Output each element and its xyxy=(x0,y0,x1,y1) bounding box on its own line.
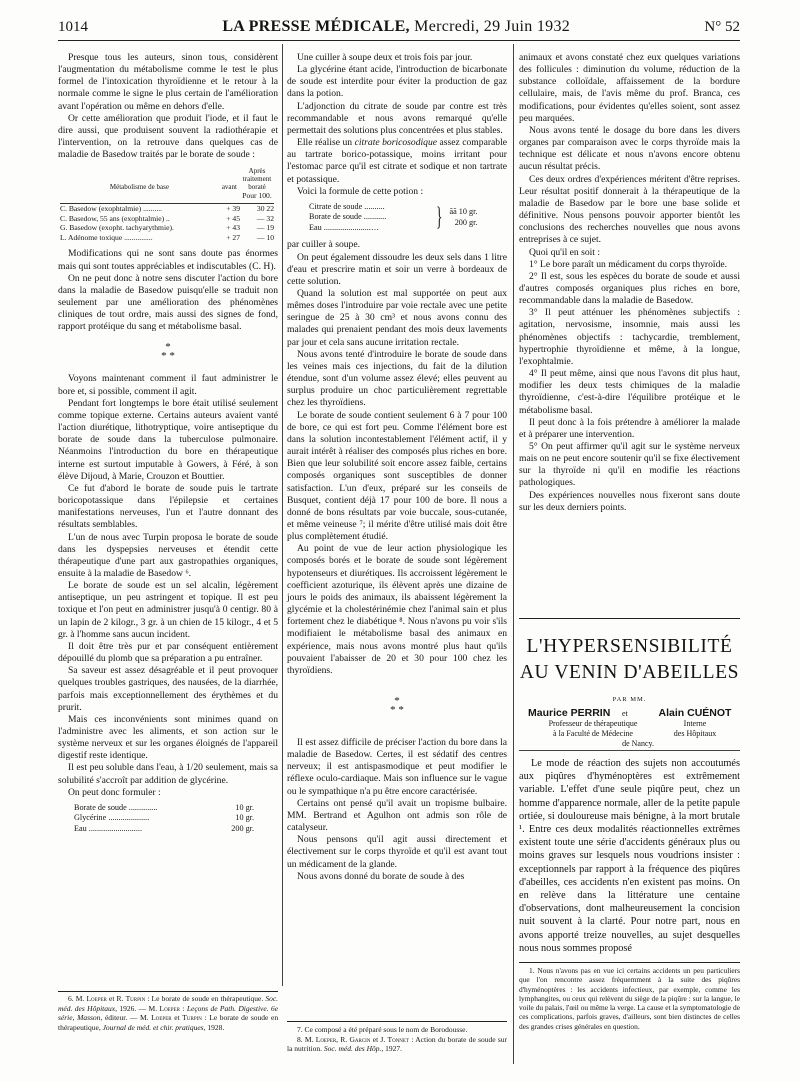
table-header-apres: Après traitement boraté xyxy=(242,167,272,192)
paragraph: Ces deux ordres d'expériences méritent d'être reprises. Leur résultat positif donnerait à la thérapeutique de la maladie de Basedow par le bore une base solide et définitive. Nous pensons pouvoir apporter bientôt les conclusions des recherches nouvelles que nous avons entreprises à ce sujet. xyxy=(519,173,740,246)
paragraph: 1° Le bore paraît un médicament du corps thyroïde. xyxy=(529,258,728,270)
paragraph: Presque tous les auteurs, sinon tous, considèrent l'augmentation du métabolisme comme le test le plus formel de l'intoxication thyroïdienne et le retour à la normale comme le signe le plus certain de l'amélioration avant l'opération ou même en dehors d'elle. xyxy=(58,52,278,112)
brace-glyph: } xyxy=(436,201,443,231)
byline-rule xyxy=(519,750,740,751)
table-cell-apres: 30 22 xyxy=(256,204,274,213)
paragraph: Quoi qu'il en soit : xyxy=(529,246,601,258)
paragraph: 5° On peut affirmer qu'il agit sur le système nerveux mais on ne peut encore soutenir qu'il se fixe électivement sur la thyroïde ni qu'il en modifie les réactions pathologiques. xyxy=(519,441,740,489)
paragraph: Nous avons tenté le dosage du bore dans les divers organes par comparaison avec le corps thyroïde mais la technique est délicate et nous n'avons encore obtenu aucun résultat précis. xyxy=(519,124,740,173)
paragraph: Le borate de soude contient seulement 6 à 7 pour 100 de bore, ce qui est fort peu. Comme l'élément bore est dans la solution incontestablement l'élément actif, il y aurait intérêt à réaliser des composés plus riches en bore. Bien que leur solubilité soit encore assez faible, certains composés organiques sont susceptibles de donner satisfaction. L'un d'eux, préparé sur les conseils de Busquet, contient déjà 17 pour 100 de bore. Il nous a donné de bons résultats par voie buccale, sous-cutanée, et même veineuse ⁷; il mérite d'être utilisé mais doit être plus complètement étudié. xyxy=(287,409,507,543)
table-cell-apres: — 10 xyxy=(256,232,274,242)
paragraph: L'adjonction du citrate de soude par contre est très recommandable et nous avons remarqué qu'elle permettait des solutions plus concentrées et plus stables. xyxy=(287,100,507,136)
formula-item: Borate de soude .............. xyxy=(74,802,158,812)
column-rule-right xyxy=(513,44,514,1064)
table-row xyxy=(60,223,274,233)
formula-qty: 10 gr. xyxy=(235,813,254,823)
table-row xyxy=(60,233,274,243)
paragraph: Ce fut d'abord le borate de soude puis le tartrate boricopotassique dans l'épilepsie et certaines manifestations nerveuses, l'un et l'autre donnant des résultats semblables. xyxy=(58,482,278,531)
paragraph: Certains ont pensé qu'il avait un tropisme bulbaire. MM. Bertrand et Agulhon ont admis son rôle de catalyseur. xyxy=(287,797,507,834)
article-body xyxy=(519,757,740,955)
paragraph: Le mode de réaction des sujets non accoutumés aux piqûres d'hyménoptères est extrêmement variable. L'effet d'une seule piqûre peut, chez un homme d'apparence normale, aller de la petite papule ortiée, si douloureuse mais bénigne, à la mort brutale ¹. Entre ces deux modalités réactionnelles extrêmes existent toute une série d'accidents généraux plus ou moins graves sur lesquels nous voudrions insister : exceptionnels par rapport à la fréquence des piqûres d'abeilles, ces accidents n'en existent pas moins. On en relève dans la littérature une centaine d'observations, dont malheureusement la concision nuit souvent à la clarté. Pour notre part, nous en avons apporté treize nouvelles, au sujet desquelles nous nous sommes proposé xyxy=(519,758,740,954)
byline-and: et xyxy=(622,709,628,718)
paragraph: Voyons maintenant comment il faut administrer le bore et, si possible, comment il agit. xyxy=(58,373,278,397)
author-1 xyxy=(528,707,658,750)
table-cell-label: C. Basedow (exophtalmie) .......... xyxy=(60,204,163,213)
paragraph: par cuiller à soupe. xyxy=(287,239,360,251)
paragraph: Il peut donc à la fois prétendre à améliorer la malade et à préparer une intervention. xyxy=(519,416,740,440)
paragraph: Pendant fort longtemps le bore était utilisé seulement comme topique externe. Certains auteurs avaient vanté l'action diurétique, lithotryptique, voire antiseptique du borate de soude dans la tuberculose pulmonaire. Néanmoins l'introduction du bore en thérapeutique interne est surtout imputable à Gowers, à Féré, à son élève Dijoud, à Marie, Crouzon et Bouttier. xyxy=(58,397,278,482)
paragraph: Des expériences nouvelles nous fixeront sans doute sur les deux derniers points. xyxy=(519,489,740,513)
article-title xyxy=(519,634,740,686)
table-cell-avant: + 45 xyxy=(226,213,240,223)
article-footnote-1 xyxy=(519,966,740,1031)
author-affiliation: de Nancy. xyxy=(622,739,654,749)
author-affiliation: Interne xyxy=(683,719,707,728)
column-2 xyxy=(287,52,507,883)
formula-1 xyxy=(74,803,278,835)
paragraph: Modifications qui ne sont sans doute pas énormes mais qui sont toutes appréciables et indiscutables (C. H). xyxy=(58,248,278,272)
issue-date: Mercredi, 29 Juin 1932 xyxy=(414,18,571,35)
paragraph: Nous avons donné du borate de soude à des xyxy=(297,870,465,882)
table-cell-label: G. Basedow (exopht. tachyarythmie). xyxy=(60,223,174,233)
page-header xyxy=(58,18,740,41)
paragraph: 4° Il peut même, ainsi que nous l'avons dit plus haut, modifier les deux tests chimiques de la maladie thyroïdienne, c'est-à-dire l'équilibre protéique et le métabolisme basal. xyxy=(519,368,740,416)
footnote-text: 1. Nous n'avons pas en vue ici certains accidents un peu particuliers que l'on rencontre assez fréquemment à la suite des piqûres d'hyménoptères : les accidents infectieux, par exemple, comme les lymphangites, ou ceux qui relèvent du siège de la piqûre : sur la langue, le voile du palais, l'œil ou même la verge. La cause et la symptomatologie de ces complications, parfois graves, d'ailleurs, sont bien distinctes de celles des grandes crises générales en question. xyxy=(519,966,740,1031)
paragraph: Il est peu soluble dans l'eau, à 1/20 seulement, mais sa solubilité s'accroît par addition de glycérine. xyxy=(58,762,278,786)
article-title-line: L'HYPERSENSIBILITÉ xyxy=(526,636,733,657)
journal-title: LA PRESSE MÉDICALE, xyxy=(222,18,410,35)
author-name: Alain CUÉNOT xyxy=(658,707,732,719)
table-cell-apres: — 19 xyxy=(256,223,274,233)
formula-qty: ãã 10 gr. xyxy=(449,207,478,217)
footnote-7: 7. Ce composé a été préparé sous le nom de Borodousse. xyxy=(297,1025,468,1034)
formula-item: Borate de soude ........... xyxy=(309,212,387,222)
paragraph: On peut également dissoudre les deux sels dans 1 litre d'eau et prescrire matin et soir un verre à bordeaux de cette solution. xyxy=(287,251,507,287)
paragraph: Il doit être très pur et par conséquent entièrement dépouillé du plomb que sa préparation a pu entraîner. xyxy=(58,640,278,665)
column-rule-left xyxy=(282,44,283,986)
section-separator: * * * xyxy=(390,695,404,716)
table-unit: Pour 100. xyxy=(240,191,274,203)
footnote-8: 8. M. Loeper, R. Garcin et J. Tonnet : Action du borate de soude sur la nutrition. Soc. méd. des Hôp., 1927. xyxy=(287,1034,508,1054)
paragraph: La glycérine étant acide, l'introduction de bicarbonate de soude est interdite pour éviter la production de gaz dans la potion. xyxy=(287,64,507,100)
section-separator: * * * xyxy=(161,341,175,363)
table-cell-apres: — 32 xyxy=(256,213,274,223)
author-affiliation: Professeur de thérapeutique xyxy=(548,719,638,728)
formula-item: Eau .......................... xyxy=(74,823,142,833)
table-header-avant: avant xyxy=(221,183,237,192)
footnote-rule xyxy=(58,991,278,992)
paragraph: On peut donc formuler : xyxy=(68,786,161,798)
formula-item: Citrate de soude .......... xyxy=(309,201,385,211)
page-number: 1014 xyxy=(58,19,88,35)
paragraph: animaux et avons constaté chez eux quelques variations des follicules : diminution du volume, réduction de la substance colloïdale, affaissement de la bordure cellulaire, mais, de l'avis même du prof. Branca, ces modifications, pour évidentes qu'elles soient, sont assez peu marquées. xyxy=(519,52,740,124)
formula-qty: 200 gr. xyxy=(231,823,254,833)
issue-number: N° 52 xyxy=(704,19,740,35)
formula-line xyxy=(74,824,254,835)
table-cell-avant: + 39 xyxy=(226,204,240,213)
formula-qty: 10 gr. xyxy=(235,802,254,812)
paragraph: On ne peut donc à notre sens discuter l'action du bore dans la maladie de Basedow puisqu'elle se traduit non seulement par une amélioration des phénomènes cliniques de tout ordre, mais aussi des signes de fond, rapport protéique du sang et métabolisme basal. xyxy=(58,272,278,333)
paragraph: Or cette amélioration que produit l'iode, et il faut le dire aussi, que produisent souvent la radiothérapie et l'intervention, on la retrouve dans quelques cas de maladie de Basedow traités par le borate de soude : xyxy=(58,112,278,161)
paragraph: Il est assez difficile de préciser l'action du bore dans la maladie de Basedow. Certes, il est sédatif des centres nerveux; il est antispasmodique et peut modifier le réflexe oculo-cardiaque. Mais son influence sur le vague ou le sympathique n'a pu être encore caractérisée. xyxy=(287,737,507,797)
formula-2 xyxy=(309,202,507,234)
article-top-rule xyxy=(519,618,740,619)
author-affiliation: à la Faculté de Médecine xyxy=(553,729,633,739)
paragraph: 3° Il peut atténuer les phénomènes subjectifs : agitation, nervosisme, insomnie, mais aussi les phénomènes objectifs : tachycardie, tremblement, hypertrophie thyroïdienne et même, à la longue, l'exophtalmie. xyxy=(519,307,740,367)
metabolism-table xyxy=(60,167,274,242)
footnote-rule xyxy=(287,1021,507,1022)
table-cell-avant: + 43 xyxy=(226,223,240,233)
paragraph: Quand la solution est mal supportée on peut aux mêmes doses l'introduire par voie rectale avec une petite seringue de 25 à 30 cm³ et nous avons connu des malades qui prenaient pendant des mois deux lavements par jour et cela sans aucune irritation rectale. xyxy=(287,288,507,348)
formula-item: Eau .......................… xyxy=(309,222,380,232)
article-title-line: AU VENIN D'ABEILLES xyxy=(519,662,740,683)
paragraph: L'un de nous avec Turpin proposa le borate de soude dans les dyspepsies nerveuses et étendit cette thérapeutique d'une part aux gastropathies organiques, ensuite à la maladie de Basedow ⁶. xyxy=(58,531,278,579)
paragraph: Mais ces inconvénients sont minimes quand on l'administre avec les aliments, et son action sur le système nerveux et sur les organes éloignés de l'appareil digestif reste identique. xyxy=(58,713,278,762)
footnote-rule xyxy=(519,962,740,963)
table-cell-avant: + 27 xyxy=(226,232,240,242)
paragraph: Voici la formule de cette potion : xyxy=(297,185,424,197)
table-cell-label: C. Basedow, 55 ans (exophtalmie) .. xyxy=(60,213,170,223)
author-name: Maurice PERRIN xyxy=(528,707,611,719)
table-cell-label: L. Adénome toxique ............... xyxy=(60,232,153,242)
table-row xyxy=(60,204,274,214)
paragraph: Sa saveur est assez désagréable et il peut provoquer quelques troubles gastriques, des nausées, de la diarrhée, parfois mais exceptionnellement des érythèmes et du prurit. xyxy=(58,665,278,713)
formula-item: Glycérine .................... xyxy=(74,813,150,823)
table-header-base: Métabolisme de base xyxy=(109,183,169,192)
column-1 xyxy=(58,52,278,838)
paragraph: Une cuiller à soupe deux et trois fois par jour. xyxy=(297,52,473,63)
paragraph: 2° Il est, sous les espèces du borate de soude et aussi d'autres composés organiques plus riches en bore, recommandable dans la maladie de Basedow. xyxy=(519,270,740,307)
author-affiliation: des Hôpitaux xyxy=(673,729,717,739)
paragraph: Le borate de soude est un sel alcalin, légèrement antiseptique, un peu astringent et topique. Il est peu toxique et l'on peut en administrer jusqu'à 0 centigr. 80 à un lapin de 2 kilogr., 3 gr. à un chien de 15 kilogr., 4 et 5 gr. à l'homme sans aucun incident. xyxy=(58,580,278,640)
paragraph: Nous avons tenté d'introduire le borate de soude dans les veines mais ces injections, du fait de la dilution étendue, sont d'un volume assez élevé; elles peuvent au surplus produire un choc particulièrement regrettable chez les thyroïdiens. xyxy=(287,348,507,409)
paragraph: Nous pensons qu'il agit aussi directement et électivement sur le corps thyroïde et qu'il est avant tout un médicament de la glande. xyxy=(287,834,507,870)
author-2 xyxy=(650,707,740,739)
table-row xyxy=(60,214,274,224)
journal-line xyxy=(222,18,570,36)
formula-line xyxy=(74,813,254,824)
footnotes-7-8 xyxy=(287,1025,507,1054)
footnote-6: 6. M. Loeper et R. Turpin : Le borate de soude en thérapeutique. Soc. méd. des Hôpitaux, 1926. — M. Loeper : Leçons de Path. Digestive. 6e série, Masson, éditeur. — M. Loeper et Turpin : Le borate de soude en thérapeutique, Journal de méd. et chir. pratiques, 1928. xyxy=(58,994,279,1032)
paragraph: Au point de vue de leur action physiologique les composés borés et le borate de soude sont légèrement hypotenseurs et diurétiques. Ils accroissent légèrement le coefficient azoturique, ils élèvent après une dizaine de jours le poids des animaux, ils abaissent légèrement la glycémie et la cholestérinémie chez l'animal sain et plus fortement chez le diabétique ⁸. Nous n'avons pu voir s'ils modifiaient le métabolisme basal des animaux en expérience, mais nous avons montré plus haut qu'ils pouvaient l'abaisser de 20 et 30 pour 100 chez les thyroïdiens. xyxy=(287,543,507,676)
formula-qty: 200 gr. xyxy=(454,217,478,227)
paragraph: Elle réalise un citrate boricosodique assez comparable au tartrate borico-potassique, moins irritant pour l'estomac parce qu'il est citrate et sodique et non tartrate et potassique. xyxy=(287,137,507,185)
formula-line xyxy=(74,803,254,814)
byline-par: PAR MM. xyxy=(612,696,647,703)
column-3 xyxy=(519,52,740,514)
